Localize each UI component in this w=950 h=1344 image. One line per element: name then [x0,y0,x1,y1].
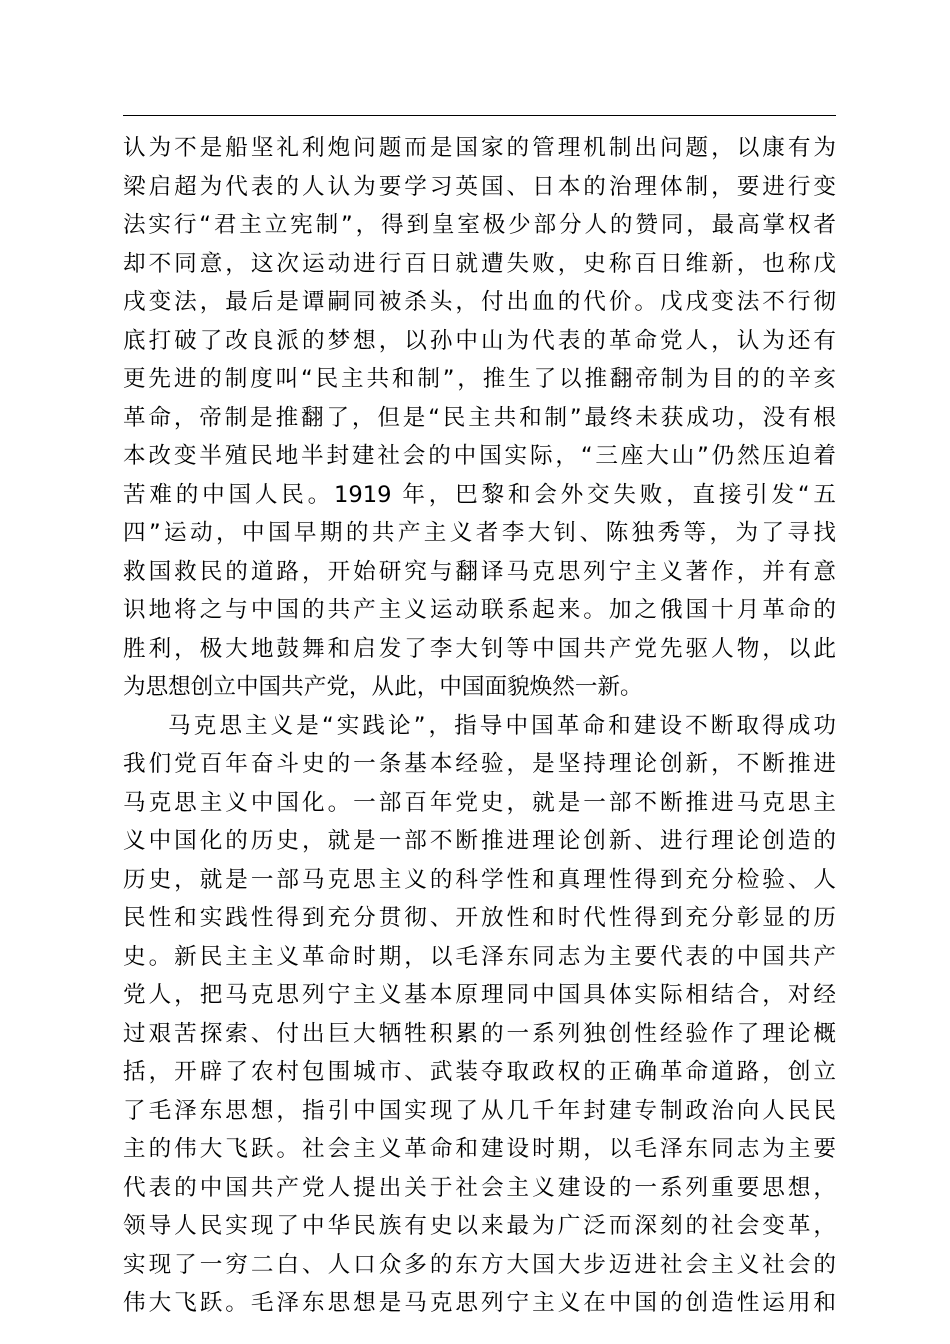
text-line: 史。新民主主义革命时期，以毛泽东同志为主要代表的中国共产 [123,943,836,970]
text-line: 识地将之与中国的共产主义运动联系起来。加之俄国十月革命的 [123,597,836,623]
text-line: 为思想创立中国共产党，从此，中国面貌焕然一新。 [123,674,643,700]
text-line: 戌变法，最后是谭嗣同被杀头，付出血的代价。戊戌变法不行彻 [123,289,836,315]
text-line: 领导人民实现了中华民族有史以来最为广泛而深刻的社会变革， [123,1213,836,1239]
text-line: 历史，就是一部马克思主义的科学性和真理性得到充分检验、人 [123,866,836,893]
text-line: 马克思主义中国化。一部百年党史，就是一部不断推进马克思主 [123,789,836,816]
text-line: 胜利，极大地鼓舞和启发了李大钊等中国共产党先驱人物，以此 [123,635,836,662]
text-line: 伟大飞跃。毛泽东思想是马克思列宁主义在中国的创造性运用和 [123,1290,836,1316]
text-line: 本改变半殖民地半封建社会的中国实际，“三座大山”仍然压迫着 [123,443,836,469]
text-line: 却不同意，这次运动进行百日就遭失败，史称百日维新，也称戊 [123,250,836,277]
body-text [123,129,836,1323]
text-line: 更先进的制度叫“民主共和制”，推生了以推翻帝制为目的的辛亥 [123,366,836,392]
text-line: 革命，帝制是推翻了，但是“民主共和制”最终未获成功，没有根 [123,404,836,431]
text-line: 民性和实践性得到充分贯彻、开放性和时代性得到充分彰显的历 [123,905,836,931]
text-line: 苦难的中国人民。1919 年，巴黎和会外交失败，直接引发“五 [123,481,836,508]
paragraph-2 [123,707,836,1323]
text-line: 括，开辟了农村包围城市、武装夺取政权的正确革命道路，创立 [123,1059,836,1085]
paragraph-1 [123,129,836,707]
text-line: 党人，把马克思列宁主义基本原理同中国具体实际相结合，对经 [123,982,836,1008]
text-line: 救国救民的道路，开始研究与翻译马克思列宁主义著作，并有意 [123,558,836,585]
text-line: 主的伟大飞跃。社会主义革命和建设时期，以毛泽东同志为主要 [123,1136,836,1162]
header-rule [123,115,836,116]
text-line: 法实行“君主立宪制”，得到皇室极少部分人的赞同，最高掌权者 [123,212,836,238]
text-line: 过艰苦探索、付出巨大牺牲积累的一系列独创性经验作了理论概 [123,1020,836,1047]
text-line: 了毛泽东思想，指引中国实现了从几千年封建专制政治向人民民 [123,1097,836,1124]
text-line: 底打破了改良派的梦想，以孙中山为代表的革命党人，认为还有 [123,327,836,354]
text-line: 梁启超为代表的人认为要学习英国、日本的治理体制，要进行变 [123,173,836,200]
text-line: 代表的中国共产党人提出关于社会主义建设的一系列重要思想， [123,1174,836,1201]
text-line: 我们党百年奋斗史的一条基本经验，是坚持理论创新，不断推进 [123,751,836,777]
text-line: 马克思主义是“实践论”，指导中国革命和建设不断取得成功 [168,712,836,739]
text-line: 认为不是船坚礼利炮问题而是国家的管理机制出问题，以康有为 [123,135,836,161]
text-line: 四”运动，中国早期的共产主义者李大钊、陈独秀等，为了寻找 [123,520,836,546]
text-line: 义中国化的历史，就是一部不断推进理论创新、进行理论创造的 [123,828,836,854]
text-line: 实现了一穷二白、人口众多的东方大国大步迈进社会主义社会的 [123,1251,836,1278]
